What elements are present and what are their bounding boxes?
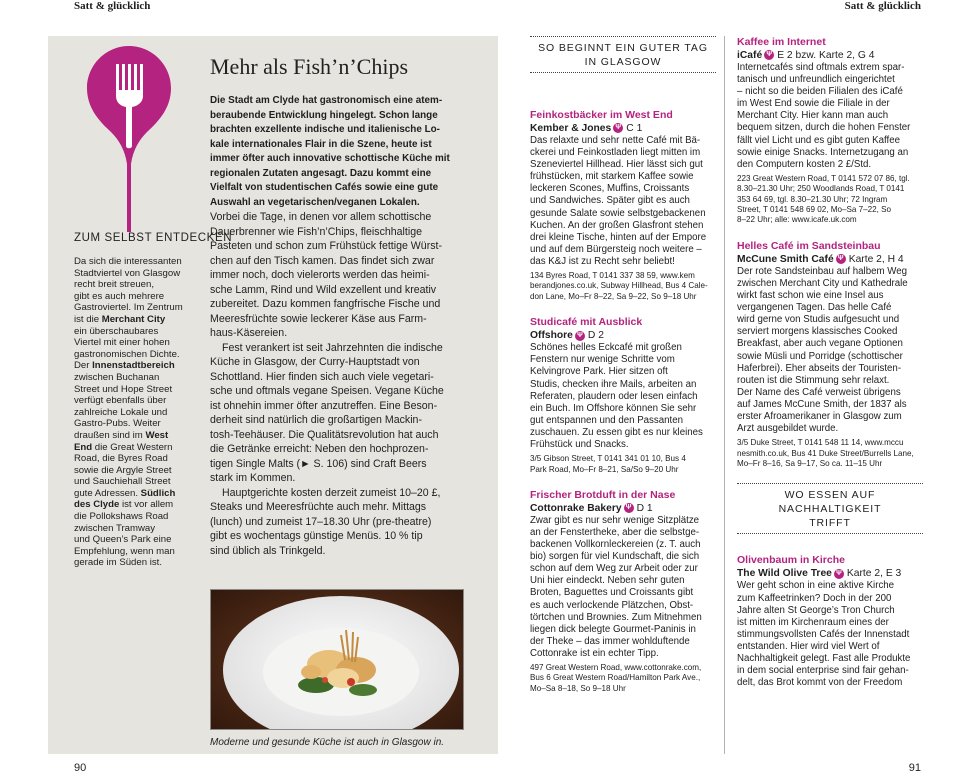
- entry-name-line: iCafé Ψ E 2 bzw. Karte 2, G 4: [737, 50, 875, 61]
- entry-name-line: The Wild Olive Tree Ψ Karte 2, E 3: [737, 568, 902, 580]
- entry-description: Zwar gibt es nur sehr wenige Sitzplätze an der Fenstertheke, aber die selbstge- backenen Vollkornleckereien (z. T. auch bio) sorgen für viel Kundschaft, die sich schon auf dem Weg zur Arbeit oder zur Uni hier eindeckt. Neben sehr guten Broten, Baguettes und Croissants gibt es auch verlockende Plätzchen, Obst- törtchen und Brownies. Zum Mitnehmen liegen dick belegte Gourmet-Paninis in der Theke – das immer wohlduftende Cottonrake ist ein echter Tipp.: [530, 514, 702, 659]
- page-number-left: 90: [74, 762, 87, 774]
- sidebar-box: [74, 232, 233, 569]
- venue-entry-cottonrake: [530, 489, 716, 694]
- entry-name-line: Kember & Jones Ψ C 1: [530, 123, 643, 134]
- sidebar-heading: ZUM SELBST ENTDECKEN: [74, 232, 233, 244]
- fork-pin-icon: [87, 46, 171, 232]
- article-lead: Die Stadt am Clyde hat gastronomisch eine atem- beraubende Entwicklung hingelegt. Schon lange brachten exzellente indische und italienische Lo- kale internationales Flair in die Szene, heute ist immer öfter auch innovative schottische Küche mit regionalen Zutaten angesagt. Dazu kommt eine Vielfalt von studentischen Cafés sowie eine gute Auswahl an vegetarischen/veganen Lokalen.: [210, 95, 450, 208]
- fork-badge-icon: Ψ: [764, 50, 774, 60]
- fork-badge-icon: Ψ: [575, 331, 585, 341]
- entry-category: Kaffee im Internet: [737, 36, 826, 48]
- fork-badge-icon: Ψ: [613, 123, 623, 133]
- article-paragraph-3: Hauptgerichte kosten derzeit zumeist 10–20 £, Steaks und Meeresfrüchte auch mehr. Mittags (lunch) und zumeist 17–18.30 Uhr (pre-theatre) gibt es wochentags günstige Menüs. 10 % tip sind üblich als Trinkgeld.: [210, 486, 441, 557]
- entry-description: Internetcafés sind oftmals extrem spar- tanisch und unfreundlich eingerichtet – nicht so die beiden Filialen des iCafé im West End sowie die Filiale in der Merchant City. Hier kann man auch bequem sitzen, durch die hohen Fenster fällt viel Licht und es gibt guten Kaffee sowie einige Snacks. Internetzugang an den Computern kosten 2 £/Std.: [737, 62, 911, 170]
- food-photo: [210, 589, 464, 730]
- entry-description: Schönes helles Eckcafé mit großen Fenstern nur wenige Schritte vom Kelvingrove Park. Hier sitzen oft Studis, checken ihre Mails, arbeiten an Referaten, plaudern oder lesen einfach ein Buch. Im Offshore können Sie sehr gut entspannen und den Passanten zuschauen. Zu essen gibt es nur kleines Frühstück und Snacks.: [530, 342, 703, 450]
- fork-badge-icon: Ψ: [834, 569, 844, 579]
- venue-entry-offshore: [530, 316, 716, 475]
- box-heading-breakfast: SO BEGINNT EIN GUTER TAG IN GLASGOW: [530, 36, 716, 73]
- entry-description: Das relaxte und sehr nette Café mit Bä- ckerei und Feinkostladen liegt mitten im Szeneviertel Hillhead. Hier lässt sich gut frühstücken, mit starkem Kaffee sowie leckeren Scones, Muffins, Croissants und Sandwiches. Später gibt es auch gesunde Salate sowie selbstgebackenen Kuchen. An der großen Glasfront stehen drei kleine Tische, hinten auf der Empore und auf dem Bürgersteig noch weitere – das K&J ist zu Recht sehr beliebt!: [530, 135, 707, 267]
- article-paragraph-2: Fest verankert ist seit Jahrzehnten die indische Küche in Glasgow, der Curry-Hauptstadt von Schottland. Hier finden sich auch viele vegetari- sche und oftmals vegane Speisen. Vegane Küche ist ohnehin immer öfter anzutreffen. Eine Beson- derheit sind natürlich die großartigen Mackin- tosh-Teehäuser. Die Qualitätsrevolution hat auch die Getränke erreicht: Neben den hochprozen- tigen Single Malts (► S. 106) sind Craft Beers stark im Kommen.: [210, 341, 444, 484]
- entry-category: Helles Café im Sandsteinbau: [737, 239, 881, 252]
- article-body: [210, 210, 466, 558]
- article-paragraph-1: Vorbei die Tage, in denen vor allem schottische Dauerbrenner wie Fish’n’Chips, fleischhaltige Pasteten und schon zum Frühstück fettige Würst- chen auf den Tisch kamen. Das findet sich zwar immer noch, doch vielerorts werden das heimi- sche Lamm, Rind und Wild exzellent und kreativ zubereitet. Dazu kommen fangfrische Fische und Meeresfrüchte sowie leckerer Käse aus Farm- haus-Käsereien.: [210, 211, 442, 339]
- running-head-right: Satt & glücklich: [844, 0, 921, 12]
- venue-entry-icafe: [737, 36, 923, 226]
- venue-entry-mccune-smith: [737, 240, 923, 470]
- entry-category: Studicafé mit Ausblick: [530, 316, 643, 329]
- article-title: Mehr als Fish’n’Chips: [210, 54, 408, 79]
- running-head-left: Satt & glücklich: [74, 0, 151, 12]
- entry-description: Wer geht schon in eine aktive Kirche zum Kaffeetrinken? Doch in der 200 Jahre alten St George’s Tron Church ist mitten im Kirchenraum eines der stimmungsvollsten Cafés der Innenstadt entstanden. Hier wird viel Wert of Nachhaltigkeit gelegt. Fast alle Produkte in dem social enterprise sind fair gehan- delt, das Brot kommt von der Freedom: [737, 580, 911, 689]
- page-number-right: 91: [908, 762, 921, 774]
- sidebar-text: Da sich die interessanten Stadtviertel von Glasgow recht breit streuen, gibt es auch mehrere Gastroviertel. Im Zentrum ist die Merchant City ein überschaubares Viertel mit einer hohen gastronomischen Dichte. Der Innenstadtbereich zwischen Buchanan Street und Hope Street verfügt ebenfalls über zahlreiche Lokale und Gastro-Pubs. Weiter draußen sind im West End die Great Western Road, die Byres Road sowie die Argyle Street und Sauchiehall Street gute Adressen. Südlich des Clyde ist vor allem die Pollokshaws Road zwischen Tramway und Queen’s Park eine Empfehlung, wenn man gerade im Süden ist.: [74, 256, 183, 569]
- box-heading-sustainability: WO ESSEN AUF NACHHALTIGKEIT TRIFFT: [737, 483, 923, 534]
- fork-badge-icon: Ψ: [836, 254, 846, 264]
- entry-address: 497 Great Western Road, www.cottonrake.com, Bus 6 Great Western Road/Hamilton Park Ave., Mo–Sa 8–18, So 9–18 Uhr: [530, 663, 702, 693]
- fork-badge-icon: Ψ: [624, 503, 634, 513]
- column-divider: [724, 36, 725, 754]
- entry-category: Olivenbaum in Kirche: [737, 554, 845, 567]
- entry-description: Der rote Sandsteinbau auf halbem Weg zwischen Merchant City und Kathedrale wirkt fast schon wie eine Insel aus vergangenen Tagen. Das helle Café wird gerne von Studis aufgesucht und serviert morgens klassisches Cooked Breakfast, aber auch vegane Optionen sowie Müsli und Porridge (schottischer Haferbrei). Eher abseits der Touristen- routen ist die Stimmung sehr relaxt. Der Name des Café verweist übrigens auf James McCune Smith, der 1837 als erster Afroamerikaner in Glasgow zum Arzt ausgebildet wurde.: [737, 265, 908, 435]
- entry-name-line: McCune Smith Café Ψ Karte 2, H 4: [737, 253, 904, 265]
- middle-column: [530, 36, 716, 694]
- entry-category: Frischer Brotduft in der Nase: [530, 488, 676, 501]
- entry-name-line: Offshore Ψ D 2: [530, 330, 604, 342]
- entry-address: 3/5 Gibson Street, T 0141 341 01 10, Bus 4 Park Road, Mo–Fr 8–21, Sa/So 9–20 Uhr: [530, 454, 686, 474]
- venue-entry-wild-olive-tree: [737, 554, 923, 689]
- entry-category: Feinkostbäcker im West End: [530, 109, 673, 121]
- entry-name-line: Cottonrake Bakery Ψ D 1: [530, 502, 653, 514]
- venue-entry-kember-jones: [530, 109, 716, 302]
- main-article: [210, 54, 466, 558]
- entry-address: 223 Great Western Road, T 0141 572 07 86, tgl. 8.30–21.30 Uhr; 250 Woodlands Road, T 0141 353 64 69, tgl. 8.30–21.30 Uhr; 72 Ingram Street, T 0141 548 69 02, Mo–Sa 7–22, So 8–22 Uhr; alle: www.icafe.uk.com: [737, 173, 910, 225]
- entry-address: 3/5 Duke Street, T 0141 548 11 14, www.mccu nesmith.co.uk, Bus 41 Duke Street/Burrells Lane, Mo–Fr 8–16, Sa 9–17, So ca. 11–15 Uhr: [737, 438, 914, 468]
- entry-address: 134 Byres Road, T 0141 337 38 59, www.kem berandjones.co.uk, Subway Hillhead, Bus 4 Cale- don Lane, Mo–Fr 8–22, Sa 9–22, So 9–18 Uhr: [530, 271, 708, 301]
- right-column: [737, 36, 923, 689]
- photo-caption: Moderne und gesunde Küche ist auch in Glasgow in.: [210, 737, 445, 748]
